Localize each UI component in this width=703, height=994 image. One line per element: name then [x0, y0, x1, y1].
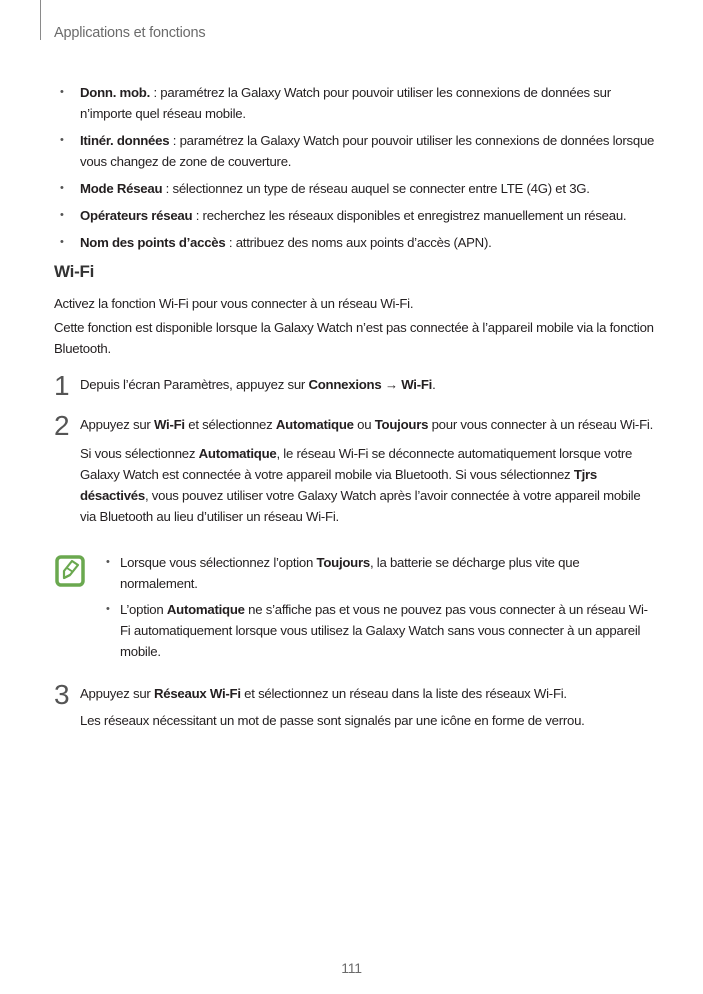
- option-term: Donn. mob.: [80, 85, 151, 100]
- step-detail: [80, 443, 654, 527]
- text-run: , vous pouvez utiliser votre Galaxy Watch après l’avoir connectée à votre appareil mobile via Bluetooth au lieu d’utiliser un réseau Wi-Fi.: [80, 488, 641, 524]
- text-run: ne s’affiche pas et vous ne pouvez pas vous connecter à un réseau Wi-Fi automatiquement lorsque vous utilisez la Galaxy Watch sans vous connecter à un appareil mobile.: [120, 602, 648, 659]
- step-1: [54, 370, 654, 401]
- menu-term: Toujours: [374, 417, 429, 432]
- step-number: 3: [54, 679, 70, 710]
- text-run: Appuyez sur: [80, 686, 154, 701]
- menu-term: Automatique: [166, 602, 245, 617]
- option-term: Opérateurs réseau: [80, 208, 193, 223]
- option-term: Mode Réseau: [80, 181, 163, 196]
- text-run: L’option: [120, 602, 167, 617]
- option-desc: : paramétrez la Galaxy Watch pour pouvoir utiliser les connexions de données sur n’importe quel réseau mobile.: [80, 85, 611, 121]
- text-run: , la batterie se décharge plus vite que normalement.: [120, 555, 580, 591]
- note-list: [106, 552, 656, 667]
- step-2: [54, 410, 654, 527]
- text-run: Lorsque vous sélectionnez l’option: [120, 555, 317, 570]
- bullet-icon: •: [60, 236, 64, 248]
- text-run: et sélectionnez: [184, 417, 276, 432]
- page-number: 111: [341, 960, 362, 976]
- menu-term: Wi-Fi: [401, 377, 433, 392]
- menu-term: Automatique: [198, 446, 277, 461]
- bullet-icon: •: [60, 182, 64, 194]
- wifi-intro: Activez la fonction Wi-Fi pour vous connecter à un réseau Wi-Fi.: [54, 296, 414, 311]
- text-run: et sélectionnez un réseau dans la liste des réseaux Wi-Fi.: [240, 686, 567, 701]
- bullet-icon: •: [60, 134, 64, 146]
- text-run: ou: [353, 417, 375, 432]
- note-item: [106, 552, 656, 594]
- option-desc: : paramétrez la Galaxy Watch pour pouvoir utiliser les connexions de données lorsque vous changez de zone de couverture.: [80, 133, 655, 169]
- bullet-icon: •: [106, 603, 110, 615]
- bullet-icon: •: [106, 556, 110, 568]
- text-run: Depuis l’écran Paramètres, appuyez sur: [80, 377, 309, 392]
- step-text: [80, 414, 654, 435]
- menu-term: Réseaux Wi-Fi: [153, 686, 241, 701]
- list-item: [60, 178, 660, 199]
- list-item: [60, 82, 660, 124]
- text-run: , le réseau Wi-Fi se déconnecte automatiquement lorsque votre Galaxy Watch est connectée à votre appareil mobile via Bluetooth. Si vous sélectionnez: [80, 446, 633, 482]
- option-term: Nom des points d’accès: [80, 235, 226, 250]
- bullet-icon: •: [60, 86, 64, 98]
- header-rule: [40, 0, 41, 40]
- step-number: 1: [54, 370, 70, 401]
- step-text: [80, 683, 654, 704]
- note-item: [106, 599, 656, 662]
- step-number: 2: [54, 410, 70, 441]
- arrow-separator: →: [381, 377, 402, 392]
- note-pencil-icon: [55, 555, 85, 587]
- list-item: [60, 130, 660, 172]
- option-term: Itinér. données: [80, 133, 170, 148]
- bullet-icon: •: [60, 209, 64, 221]
- menu-term: Automatique: [275, 417, 354, 432]
- option-desc: : sélectionnez un type de réseau auquel se connecter entre LTE (4G) et 3G.: [162, 181, 590, 196]
- text-run: Si vous sélectionnez: [80, 446, 199, 461]
- text-run: Appuyez sur: [80, 417, 154, 432]
- network-options-list: [60, 82, 660, 259]
- wifi-availability: Cette fonction est disponible lorsque la Galaxy Watch n’est pas connectée à l’appareil mobile via la fonction Bluetooth.: [54, 320, 654, 356]
- step-3: [54, 679, 654, 731]
- option-desc: : attribuez des noms aux points d’accès (APN).: [225, 235, 492, 250]
- menu-term: Toujours: [316, 555, 370, 570]
- text-run: pour vous connecter à un réseau Wi-Fi.: [428, 417, 653, 432]
- menu-term: Tjrs désactivés: [80, 467, 598, 503]
- option-desc: : recherchez les réseaux disponibles et enregistrez manuellement un réseau.: [192, 208, 627, 223]
- menu-term: Wi-Fi: [153, 417, 185, 432]
- step-text: [80, 374, 654, 395]
- section-header: Applications et fonctions: [54, 25, 206, 41]
- menu-term: Connexions: [308, 377, 382, 392]
- step-detail: Les réseaux nécessitant un mot de passe sont signalés par une icône en forme de verrou.: [80, 713, 585, 728]
- wifi-heading: Wi-Fi: [54, 262, 95, 281]
- text-run: .: [432, 377, 436, 392]
- list-item: [60, 205, 660, 226]
- list-item: [60, 232, 660, 253]
